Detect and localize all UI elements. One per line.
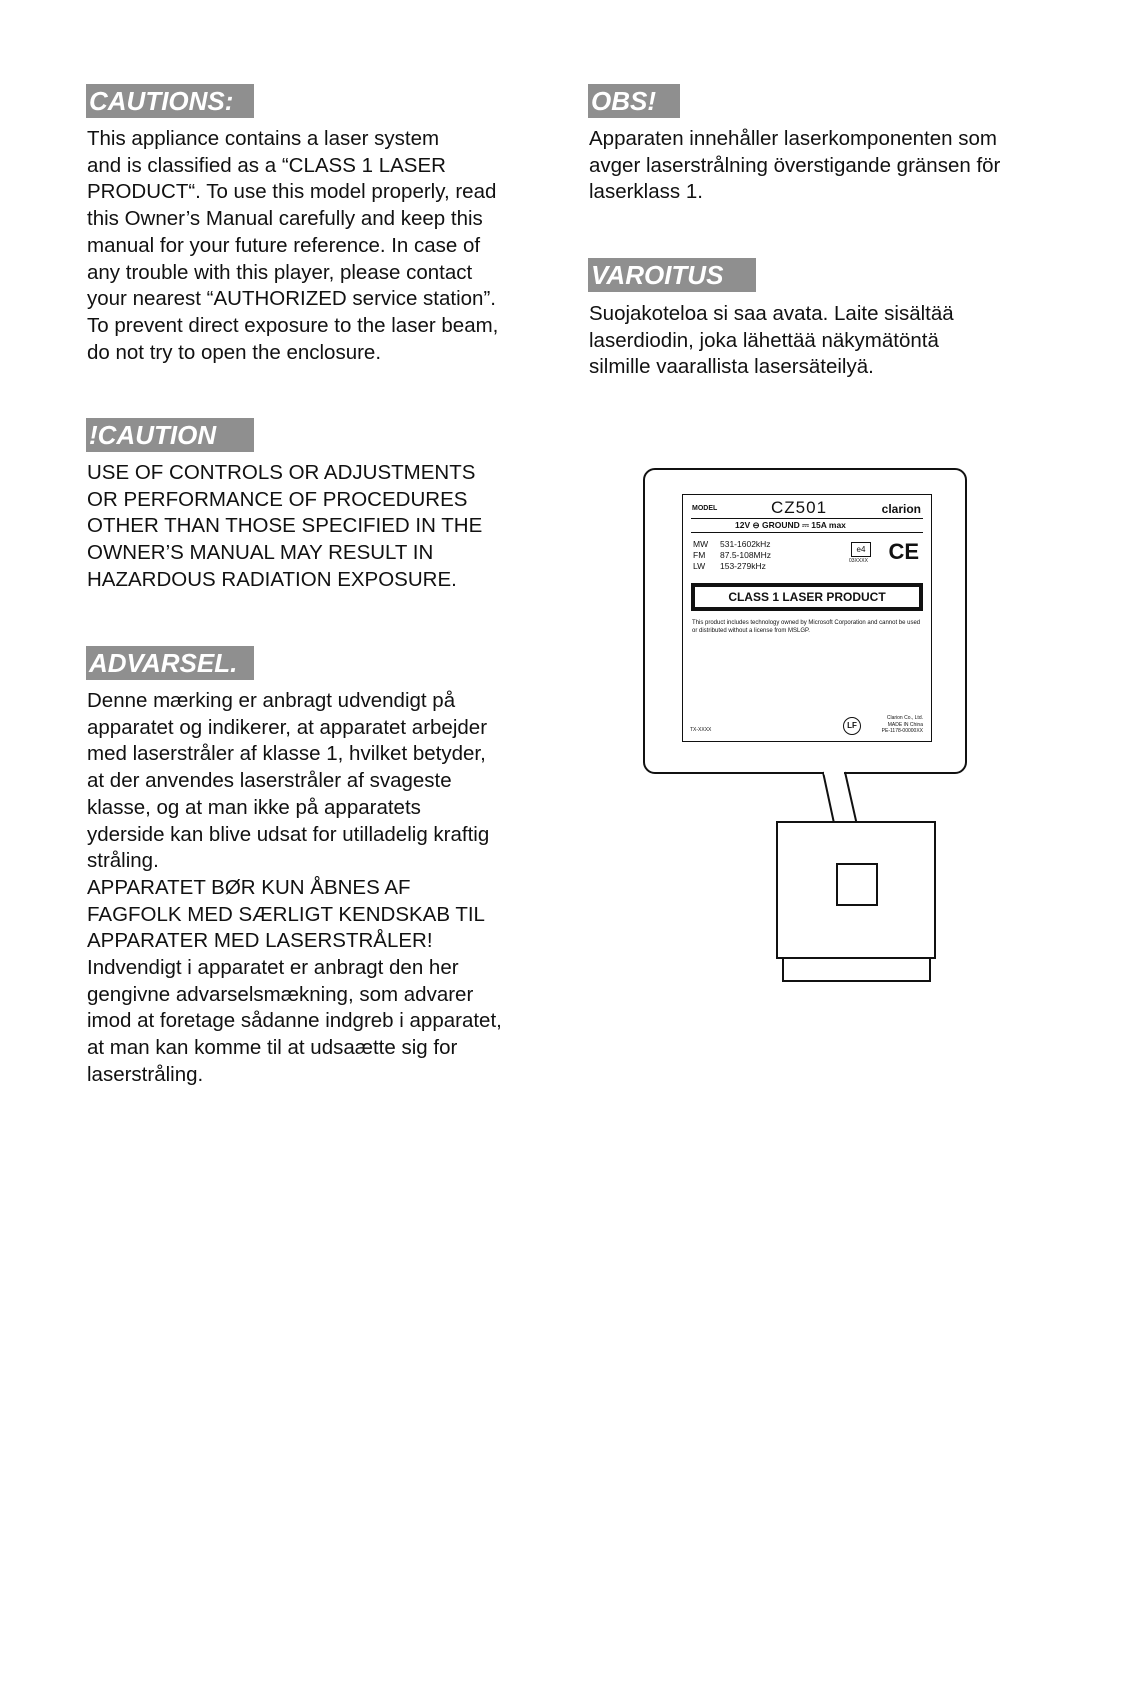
label-band-name: LW: [693, 561, 706, 571]
label-location-marker: [836, 863, 878, 906]
label-band-name: MW: [693, 539, 709, 549]
cautions-text: This appliance contains a laser system and is classified as a “CLASS 1 LASER PRODUCT“. To use this model properly, read this Owner’s Manual carefully and keep this manual for your future reference. In case of any trouble with this player, please contact your nearest “AUTHORIZED service station”. To prevent direct exposure to the laser beam, do not try to open the enclosure.: [87, 127, 499, 364]
label-power-rating: 12V ⊖ GROUND ⎓ 15A max: [735, 520, 846, 530]
caution-heading: !CAUTION: [86, 418, 254, 452]
varoitus-text: Suojakoteloa si saa avata. Laite sisältää laserdiodin, joka lähettää näkymätöntä silmille vaarallista lasersäteilyä.: [589, 302, 954, 379]
advarsel-text: Denne mærking er anbragt udvendigt på apparatet og indikerer, at apparatet arbejder med laserstråler af klasse 1, hvilket betyder, at der anvendes laserstråler af svageste klasse, og at man ikke på apparatets yderside kan blive udsat for utilladelig kraftig stråling. APPARATET BØR KUN ÅBNES AF FAGFOLK MED SÆRLIGT KENDSKAB TIL APPARATER MED LASERSTRÅLER! Indvendigt i apparatet er anbragt den her gengivne advarselsmækning, som advarer imod at foretage sådanne indgreb i apparatet, at man kan komme til at udsaætte sig for laserstråling.: [87, 689, 502, 1086]
varoitus-heading: VAROITUS: [588, 258, 756, 292]
label-maker-line: PE-1178-00000XX: [881, 728, 923, 734]
e-mark-icon: e4: [851, 542, 871, 557]
laser-product-banner: CLASS 1 LASER PRODUCT: [691, 583, 923, 611]
label-code: TX-XXXX: [690, 727, 712, 733]
label-band-freq: 87.5-108MHz: [720, 550, 772, 560]
label-brand: clarion: [881, 502, 921, 516]
label-maker-line: MADE IN China: [887, 721, 923, 728]
label-license-note: This product includes technology owned by Microsoft Corporation and cannot be used or distributed without a license from MSLGP.: [692, 620, 921, 634]
caution-text: USE OF CONTROLS OR ADJUSTMENTS OR PERFORMANCE OF PROCEDURES OTHER THAN THOSE SPECIFIED IN THE OWNER’S MANUAL MAY RESULT IN HAZARDOUS RADIATION EXPOSURE.: [87, 461, 483, 591]
obs-text: Apparaten innehåller laserkomponenten som avger laserstrålning överstigande gränsen för laserklass 1.: [589, 127, 1001, 204]
ce-mark-icon: CE: [888, 539, 919, 564]
lf-mark-icon: LF: [843, 717, 861, 735]
label-maker-line: Clarion Co., Ltd.: [886, 715, 923, 721]
label-band-name: FM: [693, 550, 706, 560]
advarsel-heading: ADVARSEL.: [86, 646, 254, 680]
cautions-heading: CAUTIONS:: [86, 84, 254, 118]
label-model-word: MODEL: [692, 505, 718, 512]
e-mark-code: 03XXXX: [849, 558, 868, 564]
label-band-freq: 153-279kHz: [720, 561, 766, 571]
device-base: [782, 958, 931, 982]
obs-heading: OBS!: [588, 84, 680, 118]
label-band-freq: 531-1602kHz: [720, 539, 771, 549]
label-model: CZ501: [771, 498, 828, 517]
